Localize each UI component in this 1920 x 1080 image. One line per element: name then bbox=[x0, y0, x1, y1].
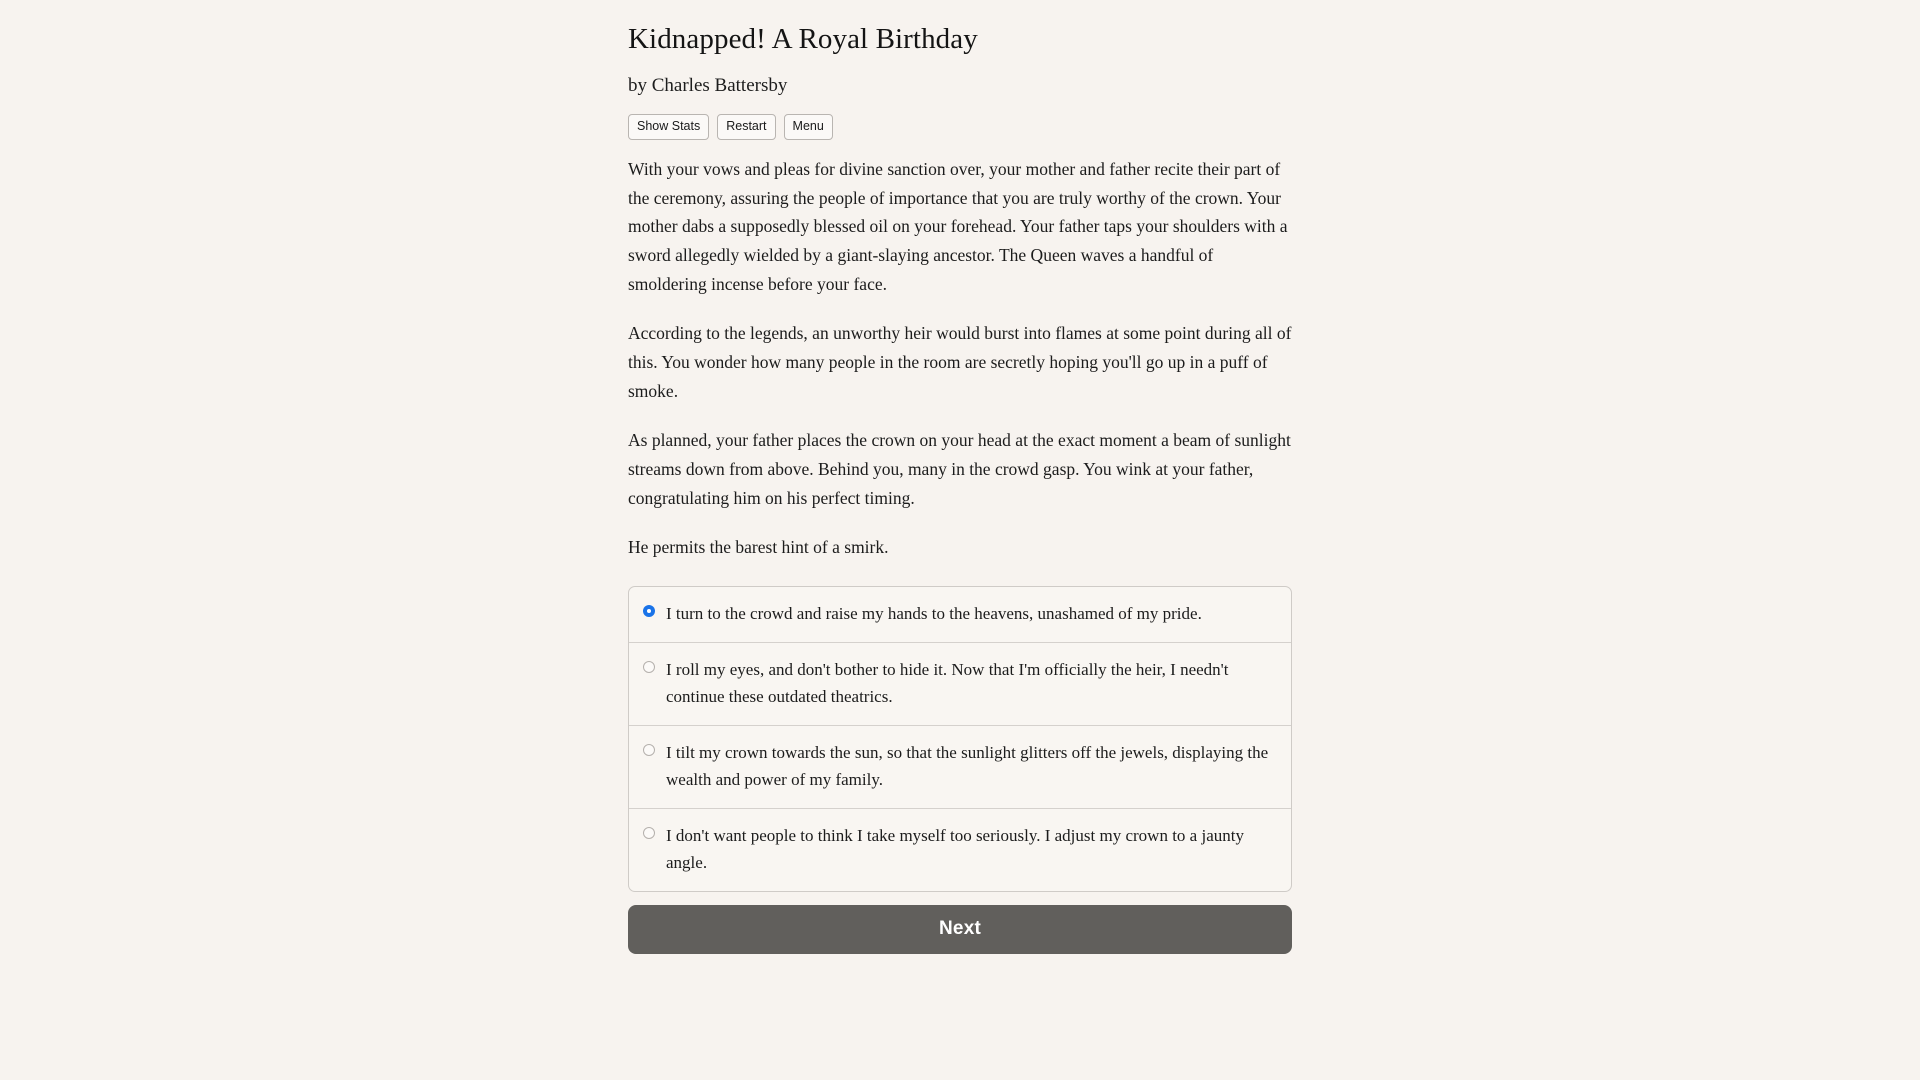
page-title: Kidnapped! A Royal Birthday bbox=[628, 23, 978, 55]
story-paragraph: As planned, your father places the crown on your head at the exact moment a beam of sunlight streams down from above. Behind you, many in the crowd gasp. You wink at your father, congratulating him on his perfect timing. bbox=[628, 430, 1291, 508]
story-paragraph: With your vows and pleas for divine sanction over, your mother and father recite their part of the ceremony, assuring the people of importance that you are truly worthy of the crown. Your mother dabs a supposedly blessed oil on your forehead. Your father taps your shoulders with a sword allegedly wielded by a giant-slaying ancestor. The Queen waves a handful of smoldering incense before your face. bbox=[628, 158, 1288, 294]
choice-option[interactable] bbox=[629, 643, 1291, 726]
restart-button[interactable]: Restart bbox=[717, 114, 775, 140]
author-byline: by Charles Battersby bbox=[628, 75, 788, 97]
choice-label: I turn to the crowd and raise my hands to the heavens, unashamed of my pride. bbox=[666, 604, 1202, 624]
radio-button-icon[interactable] bbox=[643, 661, 655, 673]
next-button[interactable]: Next bbox=[628, 905, 1292, 954]
choice-label: I roll my eyes, and don't bother to hide it. Now that I'm officially the heir, I needn't continue these outdated theatrics. bbox=[666, 659, 1229, 707]
menu-button[interactable]: Menu bbox=[784, 114, 833, 140]
choice-option[interactable] bbox=[629, 726, 1291, 809]
toolbar bbox=[628, 97, 1292, 140]
radio-button-icon[interactable] bbox=[643, 827, 655, 839]
story-paragraph: He permits the barest hint of a smirk. bbox=[628, 537, 889, 558]
radio-button-icon[interactable] bbox=[643, 605, 655, 617]
show-stats-button[interactable]: Show Stats bbox=[628, 114, 709, 140]
choice-option[interactable] bbox=[629, 587, 1291, 643]
choice-label: I don't want people to think I take myself too seriously. I adjust my crown to a jaunty angle. bbox=[666, 825, 1244, 873]
radio-button-icon[interactable] bbox=[643, 744, 655, 756]
story-text bbox=[628, 140, 1292, 562]
choice-label: I tilt my crown towards the sun, so that the sunlight glitters off the jewels, displaying the wealth and power of my family. bbox=[666, 742, 1269, 790]
story-container bbox=[628, 0, 1292, 954]
story-paragraph: According to the legends, an unworthy heir would burst into flames at some point during all of this. You wonder how many people in the room are secretly hoping you'll go up in a puff of smoke. bbox=[628, 323, 1292, 401]
choice-option[interactable] bbox=[629, 809, 1291, 891]
choice-list bbox=[628, 586, 1292, 892]
